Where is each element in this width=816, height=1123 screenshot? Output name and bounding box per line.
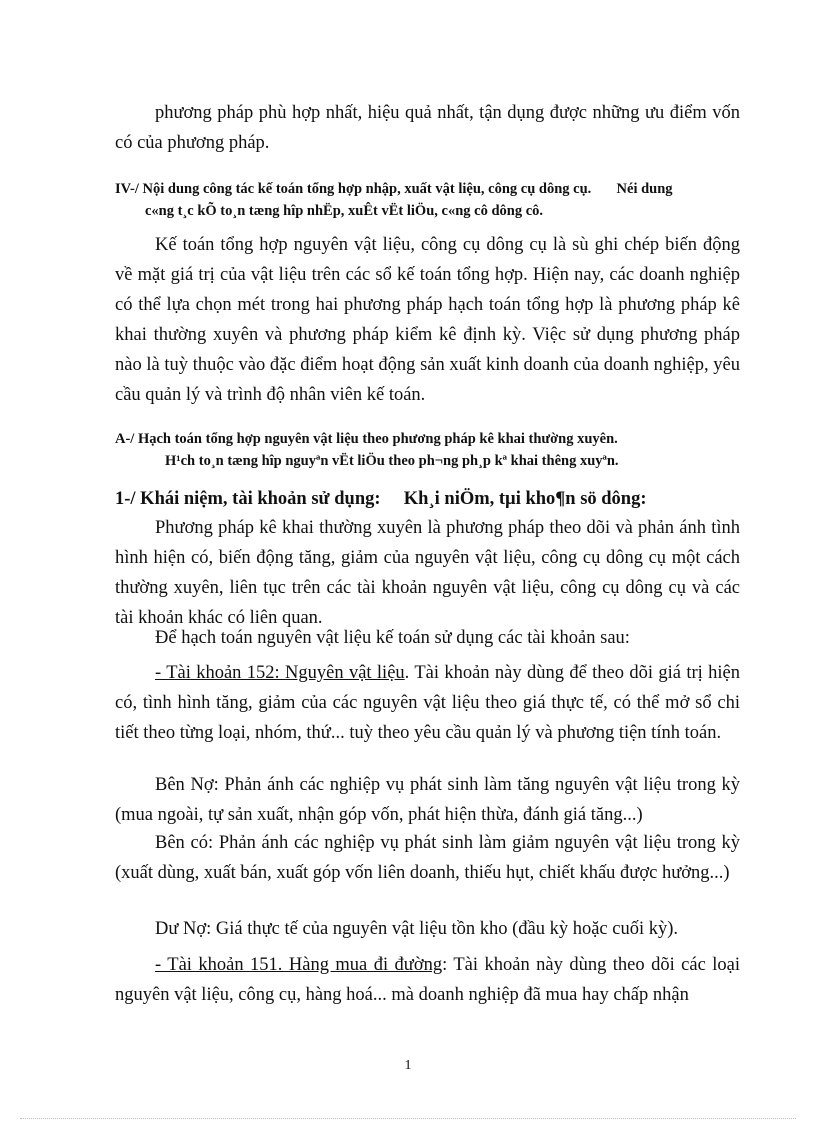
page-number: 1 bbox=[404, 1058, 412, 1073]
section-heading-a bbox=[115, 428, 745, 472]
subsection-heading-1 bbox=[115, 485, 745, 513]
paragraph-ben-co: Bên có: Phản ánh các nghiệp vụ phát sinh làm giảm nguyên vật liệu trong kỳ (xuất dùng, xuất bán, xuất góp vốn liên doanh, thiếu hụt, chiết khấu được hưởng...) bbox=[115, 833, 740, 883]
tk-151-title: - Tài khoản 151. Hàng mua đi đường bbox=[155, 955, 443, 975]
section-heading-iv-garbled-b: c«ng t¸c kÕ to¸n tæng hîp nhËp, xuÊt vËt liÖu, c«ng cô dông cô. bbox=[145, 203, 544, 219]
paragraph-tk-152 bbox=[115, 658, 740, 748]
paragraph-intro: phương pháp phù hợp nhất, hiệu quả nhất, tận dụng được những ưu điểm vốn có của phương pháp. bbox=[115, 103, 740, 153]
tk-152-title: - Tài khoản 152: Nguyên vật liệu bbox=[155, 663, 405, 683]
paragraph-ben-no: Bên Nợ: Phản ánh các nghiệp vụ phát sinh làm tăng nguyên vật liệu trong kỳ (mua ngoài, tự sản xuất, nhận góp vốn, phát hiện thừa, đánh giá tăng...) bbox=[115, 775, 740, 825]
subsection-heading-1-text: 1-/ Khái niệm, tài khoản sử dụng: bbox=[115, 489, 381, 509]
paragraph-phuong-phap-kkt: Phương pháp kê khai thường xuyên là phương pháp theo dõi và phản ánh tình hình hiện có, biến động tăng, giảm của nguyên vật liệu, công cụ dông cụ một cách thường xuyên, liên tục trên các tài khoản nguyên vật liệu, công cụ dông cụ và các tài khoản khác có liên quan. bbox=[115, 518, 740, 628]
paragraph-tk-151 bbox=[115, 950, 740, 1010]
paragraph-du-no: Dư Nợ: Giá thực tế của nguyên vật liệu tồn kho (đầu kỳ hoặc cuối kỳ). bbox=[155, 919, 679, 939]
section-heading-iv-garbled-a: Néi dung bbox=[616, 181, 673, 197]
paragraph-ke-toan-tong-hop: Kế toán tổng hợp nguyên vật liệu, công cụ dông cụ là sù ghi chép biến động về mặt giá trị của vật liệu trên các sổ kế toán tổng hợp. Hiện nay, các doanh nghiệp có thể lựa chọn mét trong hai phương pháp hạch toán tổng hợp là phương pháp kê khai thường xuyên và phương pháp kiểm kê định kỳ. Việc sử dụng phương pháp nào là tuỳ thuộc vào đặc điểm hoạt động sản xuất kinh doanh của doanh nghiệp, yêu cầu quản lý và trình độ nhân viên kế toán. bbox=[115, 235, 740, 405]
subsection-heading-1-garbled: Kh¸i niÖm, tµi kho¶n sö dông: bbox=[403, 489, 647, 509]
page-footer-rule bbox=[20, 1118, 796, 1119]
tk-152-description: . Tài khoản này dùng để theo dõi giá trị hiện có, tình hình tăng, giảm của các nguyên vật liệu theo giá thực tế, có thể mở sổ chi tiết theo từng loại, nhóm, thứ... tuỳ theo yêu cầu quản lý và phương tiện tính toán. bbox=[115, 663, 740, 743]
section-heading-a-garbled: H¹ch to¸n tæng hîp nguyªn vËt liÖu theo ph¬ng ph¸p kª khai thêng xuyªn. bbox=[165, 453, 619, 469]
section-heading-a-text: A-/ Hạch toán tổng hợp nguyên vật liệu theo phương pháp kê khai thường xuyên. bbox=[115, 431, 618, 447]
section-heading-iv bbox=[115, 178, 745, 222]
section-heading-iv-text: IV-/ Nội dung công tác kế toán tổng hợp nhập, xuất vật liệu, công cụ dông cụ. bbox=[115, 181, 592, 197]
tk-151-description: : Tài khoản này dùng theo dõi các loại nguyên vật liệu, công cụ, hàng hoá... mà doanh nghiệp đã mua hay chấp nhận bbox=[115, 955, 741, 1005]
paragraph-tai-khoan-intro: Để hạch toán nguyên vật liệu kế toán sử dụng các tài khoản sau: bbox=[155, 628, 630, 648]
